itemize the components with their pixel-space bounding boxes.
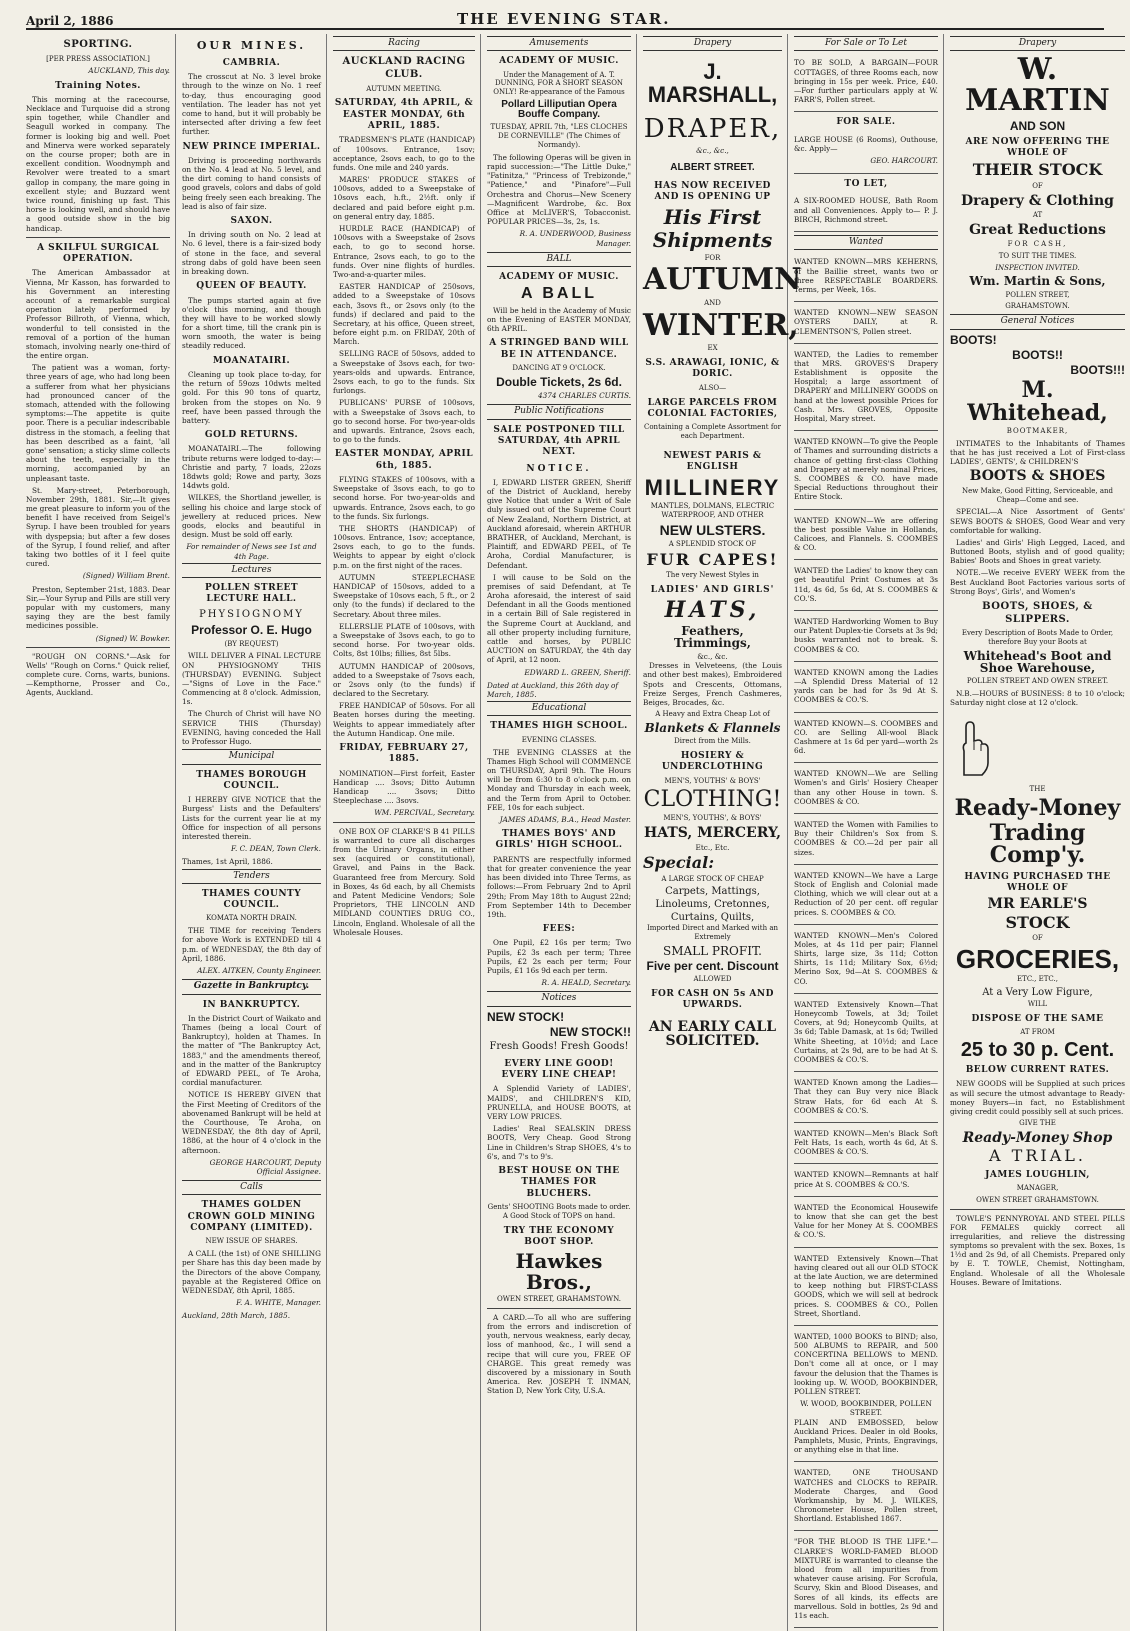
- wanted-ad: [794, 563, 938, 611]
- section-drapery: Drapery: [643, 36, 782, 51]
- his-first: His First: [663, 204, 762, 229]
- section-racing: Racing: [333, 36, 475, 51]
- winter: WINTER,: [643, 307, 799, 343]
- section-sporting: SPORTING.: [63, 39, 133, 50]
- race-entry: AUTUMN HANDICAP of 200sovs, added to a Sweepstake of 7sovs each, or 2sovs only (to the funds) if declared to the Secretary.: [333, 661, 475, 699]
- ready-money: Ready-Money: [954, 794, 1121, 821]
- special: Special:: [643, 853, 715, 873]
- signature: R. A. UNDERWOOD, Business Manager.: [519, 229, 631, 248]
- county-council: THAMES COUNTY COUNCIL.: [201, 888, 302, 911]
- column-sporting: [26, 34, 176, 1631]
- notice-paragraph: Ladies' and Girls' High Legged, Laced, and Buttoned Boots, stylish and of good quality; Babies' Boots and Shoes in great variety.: [950, 537, 1125, 566]
- signature: 4374 CHARLES CURTIS.: [538, 391, 631, 401]
- shipments: Shipments: [652, 228, 773, 253]
- double-tickets: Double Tickets, 2s 6d.: [496, 374, 622, 389]
- sale-ad: [794, 132, 938, 175]
- mine-paragraph: WILKES, the Shortland jeweller, is selling his choice and large stock of jewellery at reduced prices. New goods, elocks and beautiful in design. Must be sold off early.: [182, 493, 321, 540]
- signature: F. C. DEAN, Town Clerk.: [231, 844, 321, 854]
- feathers: Feathers, Trimmings,: [674, 623, 751, 650]
- direct-mills: Direct from the Mills.: [674, 737, 751, 746]
- ad-text: TO BE SOLD, A BARGAIN—FOUR COTTAGES, of three Rooms each, now bringing in 15s per week. Price, £40.—For further particulars apply at W. FARR'S, Pollen street.: [794, 58, 938, 105]
- fees-head: FEES:: [542, 924, 576, 935]
- wanted-ad: [794, 1465, 938, 1531]
- ad-text: WANTED KNOWN—To give the People of Thames and surrounding districts a chance of getting first-class Clothing and Drapery at merely nominal Prices, S. COOMBES & CO. have made Special Reductions throughout their Entire Stock.: [794, 437, 938, 502]
- imported: Imported Direct and Marked with an Extremely: [646, 924, 779, 941]
- for-cash: FOR CASH ON 5s AND UPWARDS.: [651, 989, 774, 1011]
- to-let-head: TO LET,: [844, 179, 888, 190]
- wanted-ad: [794, 1126, 938, 1165]
- give-the: GIVE THE: [1019, 1119, 1056, 1128]
- ad-text: WANTED KNOWN among the Ladies—A Splendid Dress Material of 12 yards can be had for 3s 9d At S. COOMBES & CO.'S.: [794, 667, 938, 705]
- wanted-ad: [794, 868, 938, 925]
- notice-paragraph: N.B.—HOURS of BUSINESS: 8 to 10 o'clock; Saturday night close at 12 o'clock.: [950, 689, 1125, 708]
- evening-classes: EVENING CLASSES.: [521, 735, 597, 744]
- article-paragraph: St. Mary-street, Peterborough, November 29th, 1881. Sir,—It gives me great pleasure to inform you of the benefit I have received from Seigel's Syrup. I have been troubled for years with dyspepsia; but after a few doses of the Syrup, I found relief, and after taking two bottles of it I feel quite cured.: [26, 485, 170, 569]
- ad-text: WANTED KNOWN—We are offering the best possible Value in Hollands, Calicoes, and Flannels. S. COOMBES & CO.: [794, 515, 938, 553]
- and-word: AND: [704, 298, 721, 307]
- great-reductions: Great Reductions: [969, 221, 1106, 238]
- wanted-ad: [794, 1329, 938, 1462]
- hosiery: HOSIERY & UNDERCLOTHING: [661, 751, 764, 773]
- high-school: THAMES HIGH SCHOOL.: [490, 721, 628, 732]
- new-ulsters: NEW ULSTERS.: [659, 521, 766, 538]
- notice-paragraph: Ladies' Real SEALSKIN DRESS BOOTS, Very Cheap. Good Strong Line in Children's Strap SHOES, 4's to 6's, and 7's to 9's.: [487, 1124, 631, 1161]
- divider: [26, 647, 170, 648]
- section-amusements: Amusements: [487, 36, 631, 51]
- wanted-ad: [794, 997, 938, 1072]
- race-entry: AUTUMN STEEPLECHASE HANDICAP of 150sovs, added to a Sweepstake of 10sovs each, 5 ft., or 2 only (to the funds) if declared to the Secretary. About three miles.: [333, 572, 475, 619]
- notice-paragraph: SPECIAL—A Nice Assortment of Gents' SEWS BOOTS & SHOES, Good Wear and very comfortable for walking.: [950, 507, 1125, 535]
- sale-postponed: SALE POSTPONED TILL SATURDAY, 4th APRIL NEXT.: [493, 424, 625, 458]
- race-entry: EASTER HANDICAP of 250sovs, added to a Sweepstake of 10sovs each, 3sovs ft., or 2sovs only (to the funds) if declared and paid to the Secretary, at his office, Queen street, before eight p.m. on FRIDAY, 20th of March.: [333, 282, 475, 347]
- fur-capes: FUR CAPES!: [646, 549, 779, 569]
- article-paragraph: The patient was a woman, forty-three years of age, who had long been a sufferer from what her physicians had pronounced cancer of the stomach, attended with the following symptoms:—The appetite is quite poor. There is a peculiar indescribable distress in the stomach, a feeling that has been described as a faint, 'all gone' sensation; a sticky slime collects about the teeth, especially in the morning, accompanied by an unpleasant taste.: [26, 363, 170, 483]
- notice-paragraph: A Splendid Variety of LADIES', MAIDS', and CHILDREN'S KID, PRUNELLA, and HOUSE BOOTS, at VERY LOW PRICES.: [487, 1084, 631, 1121]
- section-public-notifications: Public Notifications: [487, 404, 631, 419]
- towle-ad: TOWLE'S PENNYROYAL AND STEEL PILLS FOR FEMALES quickly correct all irregularities, and relieve the distressing symptoms so prevalent with the sex. Boxes, 1s 1½d and 2s 9d, of all Chemists. Prepared only by E. T. TOWLE, Chemist, Nottingham, England. Wholesale of all the Wholesale Houses. Beware of Imitations.: [950, 1213, 1125, 1287]
- signature: F. A. WHITE, Manager.: [236, 1298, 321, 1308]
- inspection: INSPECTION INVITED.: [995, 263, 1080, 272]
- lecture-hall: POLLEN STREET LECTURE HALL.: [204, 583, 299, 605]
- new-make: New Make, Good Fitting, Serviceable, and Cheap—Come and see.: [962, 486, 1113, 504]
- boots-3: BOOTS!!!: [1070, 362, 1125, 377]
- article-paragraph: The American Ambassador at Vienna, Mr Kasson, has forwarded to his Government an interesting account of a remarkable surgical operation lately performed by Professor Billroth, of Vienna, which, wonderful to tell consisted in the removal of a portion of the human stomach, involving nearly one-third of the entire organ.: [26, 268, 170, 361]
- every-description: Every Description of Boots Made to Order, therefore Buy your Boots at: [961, 629, 1114, 647]
- wanted-ad: [794, 1075, 938, 1123]
- article-paragraph: Preston, September 21st, 1883. Dear Sir,—Your Syrup and Pills are still very popular with my customers, many saying they are the best family medicines possible.: [26, 584, 170, 631]
- has-received: HAS NOW RECEIVED AND IS OPENING UP: [654, 181, 771, 203]
- best-house: BEST HOUSE ON THE THAMES FOR BLUCHERS.: [498, 1165, 620, 1199]
- training-notes-head: Training Notes.: [55, 80, 141, 91]
- race-entry: TRADESMEN'S PLATE (HANDICAP) of 100sovs. Entrance, 1sov; acceptance, 2sovs each, to go to the funds. One mile and 240 yards.: [333, 135, 475, 172]
- for-sale-head: FOR SALE.: [836, 117, 896, 128]
- edu-paragraph: PARENTS are respectfully informed that for greater convenience the year has been divided into Three Terms, as follows:—From February 2nd to April 29th; From May 18th to August 22nd; From September 14th to December 19th.: [487, 854, 631, 919]
- wanted-ad: [794, 513, 938, 561]
- whiteheads-warehouse: Whitehead's Boot and Shoe Warehouse,: [963, 648, 1112, 676]
- hawkes-bros: Hawkes Bros.,: [515, 1249, 603, 1294]
- edu-paragraph: THE EVENING CLASSES at the Thames High School will COMMENCE on THURSDAY, April 9th. The Hours will be from 6:30 to 8 o'clock p.m. on Monday and Thursday in each week, and the Term from April to October. FEE, 10s for each subject.: [487, 747, 631, 812]
- race-entry: SELLING RACE of 50sovs, added to a Sweepstake of 3sovs each, for two-years-olds and upwards. Entrance, 2sovs each, to go to the funds. Six furlongs.: [333, 349, 475, 396]
- albert-street: ALBERT STREET.: [670, 161, 755, 173]
- column-amusements: [487, 34, 637, 1631]
- clothing: CLOTHING!: [643, 786, 782, 812]
- golden-crown-head: THAMES GOLDEN CROWN GOLD MINING COMPANY (LIMITED).: [187, 1200, 316, 1234]
- mine-paragraph: The crosscut at No. 3 level broke through to the winze on No. 1 reef to-day, thus encouraging good ventilation. The leader has not yet come to hand, but it will probably be intersected after driving a few feet further.: [182, 72, 321, 137]
- are-now-offering: ARE NOW OFFERING THE WHOLE OF: [965, 136, 1110, 159]
- ad-text: WANTED, 1000 BOOKS to BIND; also, 500 ALBUMS to REPAIR, and 500 CONCERTINA BELLOWS to MEND. Don't come all at once, or I may favour the delusion that the Thames is looking up. W. WOOD, BOOKBINDER, POLLEN STREET.: [794, 1331, 938, 1396]
- ad-text: WANTED the Ladies' to know they can get beautiful Print Costumes at 3s 11d, 4s 6d, 5s 6d, At S. COOMBES & CO.'S.: [794, 566, 938, 603]
- boots-1: BOOTS!: [950, 332, 997, 347]
- section-educational: Educational: [487, 701, 631, 716]
- wanted-ad: [794, 434, 938, 509]
- wanted-ad: [794, 1200, 938, 1248]
- nomination-date: FRIDAY, FEBRUARY 27, 1885.: [339, 743, 469, 765]
- groceries: GROCERIES,: [955, 943, 1120, 974]
- signature: (Signed) W. Bowker.: [95, 633, 170, 643]
- ball-title: A BALL: [520, 285, 598, 303]
- management: Under the Management of A. T. DUNNING, FOR A SHORT SEASON ONLY! Re-appearance of the Famous: [493, 70, 625, 97]
- signature: GEO. HARCOURT.: [870, 155, 938, 165]
- ad-text: WANTED KNOWN—MRS KEHERNS, of the Baillie street, wants two or three RESPECTABLE BOARDERS. Terms, per Week, 16s.: [794, 257, 938, 294]
- easter-monday: EASTER MONDAY, APRIL 6th, 1885.: [334, 449, 474, 471]
- section-drapery: Drapery: [950, 36, 1125, 51]
- allowed: ALLOWED: [693, 975, 732, 984]
- date-line: Thames, 1st April, 1886.: [182, 857, 273, 867]
- wood-signature: W. WOOD, BOOKBINDER, POLLEN STREET.: [800, 1399, 932, 1418]
- hawkes-address: OWEN STREET, GRAHAMSTOWN.: [497, 1294, 621, 1303]
- mine-paragraph: Cleaning up took place to-day, for the return of 59ozs 10dwts melted gold. For this 90 tons of quartz, broken from the stopes on No. 9 reef, have been passed through the battery.: [182, 370, 321, 425]
- column-racing: [333, 34, 481, 1631]
- manager: MANAGER,: [1016, 1183, 1059, 1192]
- divider: [487, 1308, 631, 1309]
- section-gazette: Gazette in Bankruptcy.: [182, 979, 321, 994]
- mine-paragraph: The pumps started again at five o'clock this morning, and though they will have to be worked slowly for a short time, till the crank pin is worn smooth, the water is being steadily reduced.: [182, 295, 321, 351]
- bankruptcy-paragraph: NOTICE IS HEREBY GIVEN that the First Meeting of Creditors of the abovenamed Bankrupt will be held at the Courthouse, Te Aroha, on WEDNESDAY, the 8th day of April, 1886, at the hour of 4 o'clock in the afternoon.: [182, 1090, 321, 1155]
- draper-title: DRAPER,: [643, 114, 782, 145]
- ad-text: WANTED KNOWN—Remnants at half price At S. COOMBES & CO.'S.: [794, 1170, 938, 1189]
- municipal-paragraph: I HEREBY GIVE NOTICE that the Burgess' Lists and the Defaulters' Lists for the current year lie at my Office for inspection of all persons interested therein.: [182, 795, 321, 841]
- tuesday-opera: TUESDAY, APRIL 7th, "LES CLOCHES DE CORNEVILLE" (The Chimes of Normandy).: [490, 123, 628, 150]
- newest-paris: NEWEST PARIS & ENGLISH: [663, 450, 762, 473]
- gents-shooting: Gents' SHOOTING Boots made to order. A Good Stock of TOPS on hand.: [487, 1202, 631, 1220]
- section-calls: Calls: [182, 1180, 321, 1195]
- martin-name: W. MARTIN: [965, 52, 1110, 118]
- wanted-ad: [794, 817, 938, 865]
- ad-text: WANTED KNOWN—S. COOMBES and CO. are Selling All-wool Black Cashmere at 1s 6d per yard—worth 2s 6d.: [794, 718, 938, 756]
- ex-word: EX: [707, 344, 718, 353]
- and-son: AND SON: [1009, 118, 1066, 133]
- hats-mercery: HATS, MERCERY,: [644, 824, 781, 841]
- section-our-mines: OUR MINES.: [196, 39, 307, 52]
- ad-text: WANTED Extensively Known—That having cleared out all our OLD STOCK at the late Auction, we are determined to keep nothing but FIRST-CLASS GOODS, which we will sell at bedrock prices. S. COOMBES & CO., Pollen Street, Shortland.: [794, 1253, 938, 1318]
- issue-date: April 2, 1886: [26, 14, 114, 28]
- mine-paragraph: Driving is proceeding northwards on the No. 4 lead at No. 5 level, and the dirt coming to hand consists of good gravels, colors and dabs of gold being freely seen each breaking. The lead is also of fair size.: [182, 155, 321, 211]
- of-word: OF: [1032, 181, 1043, 190]
- five-percent: Five per cent. Discount: [646, 958, 779, 973]
- owen-street: OWEN STREET GRAHAMSTOWN.: [976, 1195, 1099, 1204]
- ad-text: WANTED Extensively Known—That Honeycomb Towels, at 3d; Toilet Covers, at 9d; Honeycomb Quilts, at 3s 6d; Table Damask, at 1s 6d; Twilled White Sheeting, at 10½d; and Lace Curtains, at 2s 9d, are to be had At S. COOMBES & CO.'S.: [794, 999, 938, 1064]
- paper-title: THE EVENING STAR.: [456, 10, 671, 28]
- etc-line: &c., &c.,: [696, 145, 729, 155]
- containing: Containing a Complete Assortment for each Department.: [643, 423, 781, 441]
- ad-text: A SIX-ROOMED HOUSE, Bath Room and all Conveniences. Apply to— P. J. BIRCH, Richmond street.: [794, 196, 938, 224]
- ships: S.S. ARAWAGI, IONIC, & DORIC.: [645, 358, 780, 380]
- bootmaker: BOOTMAKER,: [1006, 427, 1069, 436]
- bankruptcy-paragraph: In the District Court of Waikato and Thames (being a local Court of Bankruptcy), holden at Thames. In the matter of "The Bankruptcy Act, 1883," and the amendments thereof, and in the matter of the Bankruptcy of EDWARD PEEL, of Te Aroha, cordial manufacturer.: [182, 1013, 321, 1088]
- for-cash: FOR CASH,: [1007, 239, 1068, 248]
- physiognomy: PHYSIOGNOMY: [199, 608, 304, 620]
- sale-ad: [794, 193, 938, 232]
- of-word-2: OF: [1032, 934, 1043, 943]
- professor-name: Professor O. E. Hugo: [191, 623, 312, 638]
- blankets-flannels: Blankets & Flannels: [644, 721, 781, 735]
- large-parcels: LARGE PARCELS FROM COLONIAL FACTORIES,: [647, 397, 778, 419]
- wm-martin-sons: Wm. Martin & Sons,: [969, 274, 1106, 289]
- splendid-stock: A SPLENDID STOCK OF: [668, 539, 757, 548]
- ready-money-shop: Ready-Money Shop: [962, 1130, 1113, 1147]
- hats: HATS,: [664, 597, 761, 624]
- the-word: THE: [1029, 784, 1046, 793]
- new-issue: NEW ISSUE OF SHARES.: [205, 1237, 298, 1246]
- columns: [26, 34, 1125, 1620]
- early-call: AN EARLY CALL SOLICITED.: [648, 1018, 777, 1049]
- ad-text: LARGE HOUSE (6 Rooms), Outhouse, &c. Apply—: [794, 134, 938, 153]
- stringed-band: A STRINGED BAND WILL BE IN ATTENDANCE.: [489, 338, 629, 360]
- wanted-ad: [794, 1167, 938, 1196]
- wanted-ad: [794, 254, 938, 302]
- lecture-paragraph: The Church of Christ will have NO SERVICE THIS (Thursday) EVENING, having conceded the Hall to Professor Hugo.: [182, 709, 321, 747]
- section-for-sale: For Sale or To Let: [794, 36, 938, 51]
- race-entry: FLYING STAKES of 100sovs, with a Sweepstake of 3sovs each, to go to second horse. For two-year-olds and upwards. Entrance, 2sovs each, to go to the funds. Six furlongs.: [333, 474, 475, 521]
- signature: GEORGE HARCOURT, Deputy Official Assignee.: [209, 1157, 321, 1176]
- race-entry: PUBLICANS' PURSE of 100sovs, with a Sweepstake of 3sovs each, to go to second horse. For two-year-olds and upwards. Entrance, 2sovs each, to go to the funds.: [333, 398, 475, 445]
- marshall-name: J. MARSHALL,: [647, 59, 778, 107]
- sale-ad: [794, 55, 938, 112]
- ad-text: "FOR THE BLOOD IS THE LIFE."—CLARKE'S WORLD-FAMED BLOOD MIXTURE is warranted to cleanse the blood from all impurities from whatever cause arising. For Scrofula, Scurvy, Skin and Blood Diseases, and Sores of all kinds, its effects are marvellous. Sold in bottles, 2s 9d and 11s each.: [794, 1537, 938, 1620]
- pollen-street: POLLEN STREET,: [1005, 290, 1070, 299]
- section-wanted: Wanted: [794, 235, 938, 250]
- column-for-sale: [794, 34, 944, 1631]
- mine-head: GOLD RETURNS.: [204, 430, 299, 441]
- mr-earles: MR EARLE'S: [987, 896, 1088, 913]
- race-dates: SATURDAY, 4th APRIL, & EASTER MONDAY, 6th APRIL, 1885.: [334, 98, 474, 131]
- surgical-head: A SKILFUL SURGICAL OPERATION.: [37, 242, 159, 265]
- section-ball: BALL: [487, 252, 631, 267]
- grahamstown: GRAHAMSTOWN.: [1005, 302, 1070, 311]
- warehouse-address: POLLEN STREET AND OWEN STREET.: [966, 677, 1109, 686]
- signature: WM. PERCIVAL, Secretary.: [374, 808, 475, 818]
- try-economy: TRY THE ECONOMY BOOT SHOP.: [503, 1225, 615, 1247]
- footer-ad: "ROUGH ON CORNS."—Ask for Wells' "Rough on Corns." Quick relief, complete cure. Corns, warts, bunions.—Kempthorne, Prosser and Co., Agents, Auckland.: [26, 651, 170, 698]
- boots-shoes: BOOTS & SHOES: [969, 468, 1106, 485]
- fresh-goods: Fresh Goods! Fresh Goods!: [489, 1041, 629, 1053]
- wanted-ad: [794, 766, 938, 814]
- dresses-paragraph: Dresses in Velveteens, (the Louis and other best makes), Embroidered Spots and Crescents, Ottomans, Freize Serges, French Cashmeres, Beiges, Brocades, &c.: [643, 661, 782, 707]
- byline: [PER PRESS ASSOCIATION.]: [46, 54, 150, 63]
- heavy-lot: A Heavy and Extra Cheap Lot of: [655, 710, 770, 719]
- whitehead: M. Whitehead,: [967, 377, 1108, 426]
- signature: (Signed) William Brent.: [82, 571, 170, 581]
- ad-text: WANTED the Women with Families to Buy their Children's Sox from S. COOMBES & CO.—2d per pair all sizes.: [794, 820, 938, 857]
- dispose: DISPOSE OF THE SAME: [971, 1013, 1104, 1024]
- remainder-note: For remainder of News see 1st and 4th Page.: [186, 542, 317, 561]
- ad-text: WANTED, the Ladies to remember that MRS. GROVES'S Drapery Establishment is opposite the Hospital; a large assortment of DRAPERY and MILLINERY GOODS on hand at the lowest possible Prices for Cash. Mrs. GROVES, Opposite Hospital, Mary street.: [794, 349, 938, 423]
- divider: [950, 1209, 1125, 1210]
- having-purchased: HAVING PURCHASED THE WHOLE OF: [964, 871, 1111, 894]
- dateline: AUCKLAND, This day.: [88, 66, 170, 76]
- by-request: (BY REQUEST): [224, 639, 279, 648]
- suit-times: TO SUIT THE TIMES.: [998, 251, 1077, 260]
- ad-text: WANTED, ONE THOUSAND WATCHES and CLOCKS to REPAIR. Moderate Charges, and Good Workmanship, by M. J. WILKES, Chronometer House, Pollen street, Shortland. Established 1867.: [794, 1468, 938, 1524]
- date-line: Dated at Auckland, this 26th day of March, 1885.: [487, 680, 619, 699]
- wanted-ad: [794, 347, 938, 432]
- also: ALSO—: [698, 383, 727, 392]
- at-from: AT FROM: [1020, 1027, 1055, 1036]
- wanted-ad: [794, 716, 938, 764]
- mens-youths-2: MEN'S, YOUTHS', & BOYS': [663, 813, 762, 822]
- notice-paragraph: I will cause to be Sold on the premises of said Defendant, at Te Aroha aforesaid, the interest of said Defendant in all the Goods mentioned in a certain Bill of Sale registered in the Supreme Court at Auckland, and all other property including furniture, cattle and horses, by PUBLIC AUCTION on SATURDAY, the 4th day of April, at 12 noon.: [487, 572, 631, 665]
- race-entry: HURDLE RACE (HANDICAP) of 100sovs with a Sweepstake of 2sovs each, to go to second horse. Entrance, 2sovs each, to go to the funds. Over nine flights of hurdles. Two-and-a-quarter miles.: [333, 224, 475, 279]
- wanted-ad: [794, 1251, 938, 1326]
- fees-paragraph: One Pupil, £2 16s per term; Two Pupils, £2 3s each per term; Three Pupils, £2 2s each per term; Four Pupils, £1 16s 9d each per term.: [487, 938, 631, 975]
- pointing-hand-icon: [950, 717, 992, 777]
- boys-girls-school: THAMES BOYS' AND GIRLS' HIGH SCHOOL.: [495, 829, 623, 851]
- will-word: WILL: [1027, 999, 1048, 1008]
- race-entry: ELLERSLIE PLATE of 100sovs, with a Sweepstake of 3sovs each, to go to second horse. For two-year olds. Colts, 8st 10lbs; fillies, 8st 5lbs.: [333, 621, 475, 659]
- race-entry: MARES' PRODUCE STAKES of 100sovs, added to a Sweepstake of 10sovs each, h.ft., 2½ft. only if declared and paid before eight p.m. on general entry day, 1885.: [333, 175, 475, 221]
- race-entry: FREE HANDICAP of 50sovs. For all Beaten horses during the meeting. Weights to appear immediately after the Autumn Handicap. One mile.: [333, 701, 475, 738]
- date-line: Auckland, 28th March, 1885.: [182, 1311, 291, 1321]
- every-line: EVERY LINE GOOD! EVERY LINE CHEAP!: [501, 1058, 617, 1081]
- drapery-clothing: Drapery & Clothing: [961, 192, 1114, 209]
- ad-text: WANTED KNOWN—NEW SEASON OYSTERS DAILY, at R. CLEMENTSON'S, Pollen street.: [794, 308, 938, 336]
- signature: JAMES ADAMS, B.A., Head Master.: [499, 814, 631, 824]
- racing-club: AUCKLAND RACING CLUB.: [342, 56, 466, 80]
- borough-council: THAMES BOROUGH COUNCIL.: [196, 769, 307, 791]
- percent-off: 25 to 30 p. Cent.: [960, 1038, 1115, 1061]
- their-stock: THEIR STOCK: [972, 160, 1103, 180]
- mine-head: MOANATAIRI.: [212, 355, 291, 366]
- opera-company: Pollard Lilliputian Opera Bouffe Company.: [501, 99, 617, 121]
- mine-head: NEW PRINCE IMPERIAL.: [182, 141, 321, 152]
- section-notices: Notices: [487, 991, 631, 1006]
- komata-drain: KOMATA NORTH DRAIN.: [206, 914, 297, 923]
- article-paragraph: This morning at the racecourse, Necklace and Turquoise did a strong spin together, while Chandler and Seagull worked in company. The former is looking big and well. Poet and Minerva were worked separately on the course proper; both are in excellent condition. Woodnymph and Revolver were treated to a smart gallop in company, the mare going in excellent style; and Buzzard went twice round, finishing up fast. This horse is looking well, and should have a good outside show in the big handicap.: [26, 94, 170, 233]
- notice-paragraph: NEW GOODS will be Supplied at such prices as will secure the utmost advantage to Ready-money Buyers—in fact, no Establishment giving credit could possibly sell at such prices.: [950, 1079, 1125, 1117]
- new-stock: NEW STOCK!: [487, 1009, 565, 1024]
- wanted-ad: [794, 928, 938, 994]
- wanted-ad: [794, 305, 938, 344]
- academy-head: ACADEMY OF MUSIC.: [499, 56, 619, 67]
- carpets: Carpets, Mattings, Linoleums, Cretonnes, Curtains, Quilts,: [655, 886, 770, 923]
- academy-head: ACADEMY OF MUSIC.: [499, 272, 619, 283]
- bankruptcy-head: IN BANKRUPTCY.: [202, 999, 301, 1010]
- mine-paragraph: MOANATAIRI.—The following tribute returns were lodged to-day:—Christie and party, 7 loads, 22ozs 18dwts gold; Rowe and party, 3ozs 14dwts gold.: [182, 444, 321, 491]
- ball-paragraph: Will be held in the Academy of Music on the Evening of EASTER MONDAY, 6th APRIL.: [487, 305, 631, 334]
- column-mines: [182, 34, 327, 1631]
- hats-etc: Etc., Etc.: [695, 843, 730, 853]
- divider: [26, 237, 170, 238]
- feathers-etc: &c., &c.: [697, 652, 728, 662]
- for-word: FOR: [704, 253, 721, 262]
- trading-company: Trading Comp'y.: [989, 819, 1086, 869]
- masthead: [26, 6, 1104, 30]
- loughlin: JAMES LOUGHLIN,: [985, 1169, 1090, 1180]
- signature: ALEX. AITKEN, County Engineer.: [197, 966, 321, 976]
- lecture-paragraph: WILL DELIVER A FINAL LECTURE ON PHYSIOGNOMY THIS (THURSDAY) EVENING. Subject—"Signs of Love in the Face." Commencing at 8 o'clock. Admission, 1s.: [182, 651, 321, 707]
- mens-youths: MEN'S, YOUTHS' & BOYS': [664, 776, 761, 785]
- wanted-ad: [794, 1534, 938, 1628]
- card-ad: A CARD.—To all who are suffering from the errors and indiscretion of youth, nervous weakness, early decay, loss of manhood, &c., I will send a recipe that will cure you, FREE OF CHARGE. This great remedy was discovered by a missionary in South America. Rev. JOSEPH T. INMAN, Station D, New York City, U.S.A.: [487, 1312, 631, 1396]
- ad-text: WANTED KNOWN—Men's Black Soft Felt Hats, 1s each, worth 4s 6d, At S. COOMBES & CO.'S.: [794, 1128, 938, 1157]
- autumn: AUTUMN: [643, 262, 802, 298]
- etc-line: ETC., ETC.,: [1017, 975, 1058, 984]
- signature: R. A. HEALD, Secretary.: [541, 978, 631, 988]
- ladies-girls: LADIES' AND GIRLS': [650, 584, 775, 595]
- ad-text: WANTED the Economical Housewife to know that she can get the best Value for her Money At S. COOMBES & CO.'S.: [794, 1202, 938, 1240]
- opera-paragraph: The following Operas will be given in rapid succession:—"The Little Duke," "Fatinitza," "Princess of Trebizonde," "Patience," and "Pinafore"—Full Orchestra and Chorus—New Scenery—Magnificent Wardrobe, &c. Box Office at McLIVER'S, Tobacconist. POPULAR PRICES—3s, 2s, 1s.: [487, 152, 631, 227]
- new-stock-2: NEW STOCK!!: [549, 1024, 631, 1039]
- section-lectures: Lectures: [182, 563, 321, 578]
- tender-paragraph: THE TIME for receiving Tenders for above Work is EXTENDED till 4 p.m. of WEDNESDAY, the 8th day of April, 1886.: [182, 926, 321, 963]
- newest-styles: The very Newest Styles in: [666, 571, 759, 580]
- race-entry: THE SHORTS (HANDICAP) of 100sovs. Entrance, 1sov; acceptance, 2sovs each, to go to the funds. Weights to appear by eight o'clock p.m. on the first night of the races.: [333, 523, 475, 570]
- stock: STOCK: [1005, 912, 1070, 932]
- ad-text: WANTED Hardworking Women to Buy our Patent Duplex-tie Corsets at 3s 9d; busks warranted not to break. S. COOMBES & CO.: [794, 617, 938, 654]
- below-rates: BELOW CURRENT RATES.: [965, 1065, 1110, 1076]
- mine-head: QUEEN OF BEAUTY.: [196, 281, 307, 292]
- a-trial: A TRIAL.: [989, 1146, 1086, 1166]
- notice-head: NOTICE.: [526, 463, 592, 474]
- mine-head: SAXON.: [230, 215, 273, 226]
- section-general-notices: General Notices: [950, 314, 1125, 329]
- dancing-time: DANCING AT 9 O'CLOCK.: [512, 363, 606, 372]
- ad-text: PLAIN AND EMBOSSED, below Auckland Prices. Dealer in old Books, Pamphlets, Music, Prints, Engravings, or anything else in that line.: [794, 1417, 938, 1455]
- wanted-ad: [794, 614, 938, 662]
- ad-text: WANTED KNOWN—We have a Large Stock of English and Colonial made Clothing, which we will clear out at a Reduction of 20 per cent. off regular prices. S. COOMBES & CO.: [794, 870, 938, 917]
- ad-text: WANTED KNOWN—We are Selling Women's and Girls' Hosiery Cheaper than any other House in town. S. COOMBES & CO.: [794, 769, 938, 806]
- millinery: MILLINERY: [644, 474, 781, 500]
- at-word: AT: [1032, 210, 1043, 219]
- autumn-meeting: AUTUMN MEETING.: [366, 84, 442, 93]
- section-tenders: Tenders: [182, 869, 321, 884]
- large-stock: A LARGE STOCK OF CHEAP: [661, 874, 764, 883]
- divider: [333, 822, 475, 823]
- mine-head: CAMBRIA.: [222, 57, 281, 68]
- section-municipal: Municipal: [182, 749, 321, 764]
- nomination-paragraph: NOMINATION—First forfeit, Easter Handicap .... 3sovs; Ditto Autumn Handicap .... 3sovs; Ditto Steeplechase .... 3sovs.: [333, 768, 475, 806]
- signature: EDWARD L. GREEN, Sheriff.: [524, 667, 631, 677]
- mantles: MANTLES, DOLMANS, ELECTRIC WATERPROOF, AND OTHER: [650, 502, 775, 519]
- low-figure: At a Very Low Figure,: [982, 987, 1093, 999]
- notice-paragraph: NOTE.—We receive EVERY WEEK from the Best Auckland Boot Factories various sorts of Strong Boys', Girls', and Women's: [950, 568, 1125, 596]
- ad-text: WANTED KNOWN—Men's Colored Moles, at 4s 11d per pair; Flannel Shirts, large size, 3s 11d; Cotton Shirts, 1s 11d; Military Sox, 6½d; Merino Sox, 9d—At S. COOMBES & CO.: [794, 930, 938, 986]
- column-drapery-marshall: [643, 34, 802, 1631]
- pills-ad: ONE BOX OF CLARKE'S B 41 PILLS is warranted to cure all discharges from the Urinary Organs, in either sex (acquired or constitutional), Gravel, and Pains in the Back. Guaranteed free from Mercury. Sold in Boxes, 4s 6d each, by all Chemists and Patent Medicine Vendors; Sole Proprietors, THE LINCOLN AND MIDLAND COUNTIES DRUG CO., Lincoln, England. Wholesale of all the Wholesale Houses.: [333, 826, 475, 937]
- wanted-ad: [794, 665, 938, 713]
- ad-text: WANTED Known among the Ladies—That they can Buy very nice Black Straw Hats, for 6d each At S. COOMBES & CO.'S.: [794, 1078, 938, 1115]
- calls-paragraph: A CALL (the 1st) of ONE SHILLING per Share has this day been made by the Directors of the above Company, payable at the Registered Office on WEDNESDAY, 8th April, 1885.: [182, 1249, 321, 1295]
- notice-paragraph: I, EDWARD LISTER GREEN, Sheriff of the District of Auckland, hereby give Notice that under a Writ of Sale duly issued out of the Supreme Court of New Zealand, Northern District, at Auckland aforesaid, wherein ARTHUR BRATHER, of Auckland, Merchant, is Plaintiff, and EDWARD PEEL, of Te Aroha, Cordial Manufacturer, is Defendant.: [487, 477, 631, 570]
- boots-shoes-slippers: BOOTS, SHOES, & SLIPPERS.: [982, 601, 1093, 625]
- column-martin-whitehead: [950, 34, 1130, 1631]
- notice-paragraph: INTIMATES to the Inhabitants of Thames that he has just received a Lot of First-class LADIES', GENTS', & CHILDREN'S: [950, 438, 1125, 467]
- mine-paragraph: In driving south on No. 2 lead at No. 6 level, there is a fair-sized body of stone in the face, and several strong dabs of gold have been seen in breaking down.: [182, 230, 321, 277]
- small-profit: SMALL PROFIT.: [663, 943, 762, 958]
- boots-2: BOOTS!!: [1012, 347, 1063, 362]
